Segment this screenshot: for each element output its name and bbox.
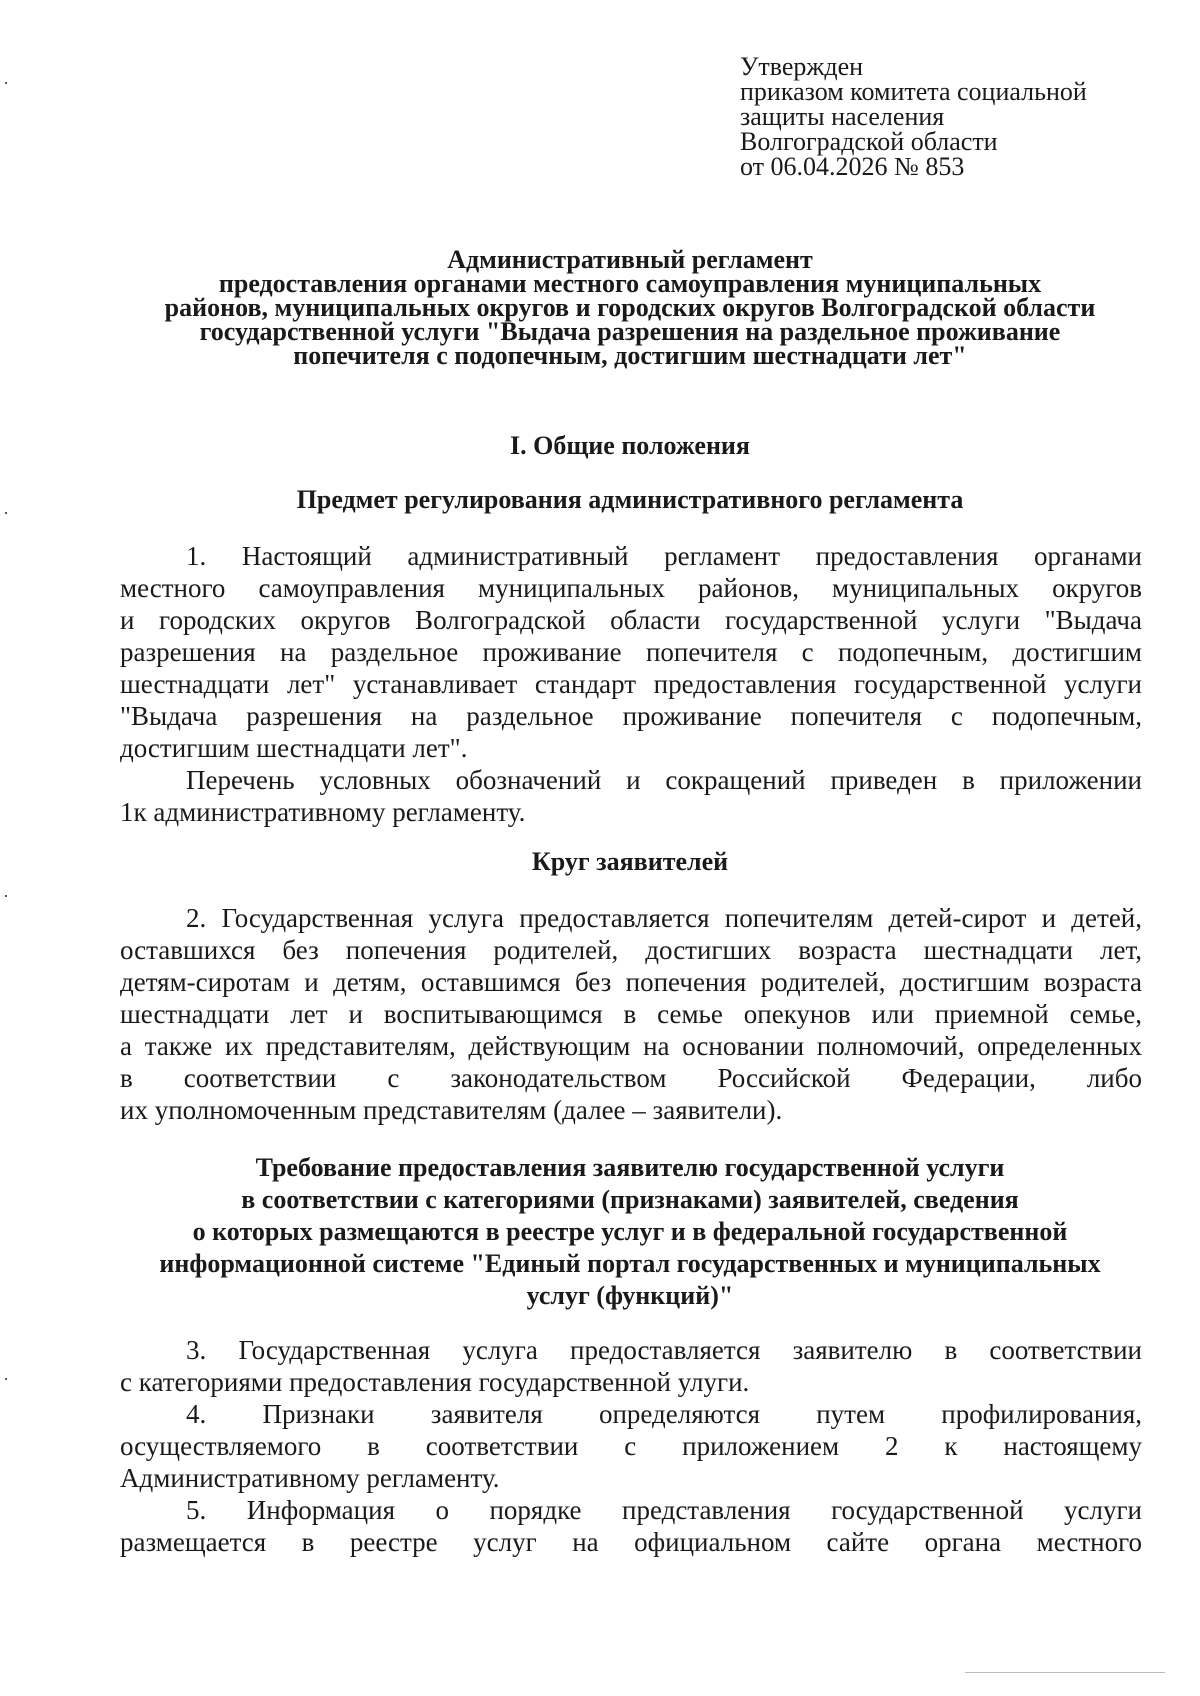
paragraph-line: шестнадцати лет и воспитывающимся в семье опекунов или приемной семье,	[120, 999, 1142, 1029]
paragraph-line: 3. Государственная услуга предоставляется заявителю в соответствии	[186, 1335, 1142, 1365]
document-title	[110, 245, 1150, 370]
paragraph-line: детям-сиротам и детям, оставшимся без попечения родителей, достигшим возраста	[120, 967, 1142, 997]
subsection-heading	[110, 846, 1150, 878]
paragraph-line: 5. Информация о порядке представления государственной услуги	[186, 1495, 1142, 1525]
subsection-heading-text: в соответствии с категориями (признаками) заявителей, сведения	[241, 1185, 1019, 1214]
subsection-heading-text: Круг заявителей	[531, 847, 729, 876]
paragraph-5	[120, 1494, 1142, 1558]
paragraph-line: в соответствии с законодательством Российской Федерации, либо	[120, 1063, 1142, 1093]
paragraph-2	[120, 902, 1142, 1126]
subsection-heading	[110, 484, 1150, 516]
approval-block	[740, 54, 1087, 179]
paragraph-line: Перечень условных обозначений и сокращений приведен в приложении	[186, 765, 1142, 795]
paragraph-line: шестнадцати лет" устанавливает стандарт предоставления государственной услуги	[120, 669, 1142, 699]
subsection-heading-text: о которых размещаются в реестре услуг и в федеральной государственной	[192, 1217, 1068, 1246]
paragraph-line: оставшихся без попечения родителей, достигших возраста шестнадцати лет,	[120, 935, 1142, 965]
paragraph-line: 4. Признаки заявителя определяются путем профилирования,	[186, 1399, 1142, 1429]
paragraph-line: 2. Государственная услуга предоставляется попечителям детей-сирот и детей,	[186, 903, 1142, 933]
paragraph-line: местного самоуправления муниципальных районов, муниципальных округов	[120, 573, 1142, 603]
bottom-rule	[965, 1672, 1165, 1673]
paragraph-line: разрешения на раздельное проживание попечителя с подопечным, достигшим	[120, 637, 1142, 667]
title-line: предоставления органами местного самоуправления муниципальных	[218, 269, 1042, 298]
title-line: попечителя с подопечным, достигшим шестнадцати лет"	[293, 341, 967, 370]
approval-line: Волгоградской области	[740, 127, 998, 156]
subsection-heading	[110, 1152, 1150, 1312]
section-heading	[110, 430, 1150, 462]
paragraph-line: и городских округов Волгоградской области государственной услуги "Выдача	[120, 605, 1142, 635]
subsection-heading-text: Предмет регулирования административного регламента	[296, 485, 964, 514]
paragraph-4	[120, 1398, 1142, 1494]
approval-line: приказом комитета социальной	[740, 77, 1087, 106]
margin-mark	[5, 895, 7, 897]
paragraph-line: 1к административному регламенту.	[120, 797, 526, 827]
paragraph-line: "Выдача разрешения на раздельное проживание попечителя с подопечным,	[120, 701, 1142, 731]
paragraph-line: их уполномоченным представителям (далее – заявители).	[120, 1095, 783, 1125]
paragraph-line: Административному регламенту.	[120, 1463, 500, 1493]
paragraph-1	[120, 540, 1142, 764]
paragraph-line: достигшим шестнадцати лет".	[120, 733, 468, 763]
section-heading-text: I. Общие положения	[510, 431, 750, 460]
paragraph-line: с категориями предоставления государственной улуги.	[120, 1367, 750, 1397]
margin-mark	[5, 82, 7, 84]
paragraph-line: размещается в реестре услуг на официальном сайте органа местного	[120, 1527, 1142, 1557]
margin-mark	[5, 512, 7, 514]
paragraph-line: а также их представителям, действующим на основании полномочий, определенных	[120, 1031, 1142, 1061]
paragraph-1b	[120, 764, 1142, 828]
subsection-heading-text: информационной системе "Единый портал государственных и муниципальных	[159, 1249, 1101, 1278]
paragraph-line: осуществляемого в соответствии с приложением 2 к настоящему	[120, 1431, 1142, 1461]
approval-line: Утвержден	[740, 52, 864, 81]
approval-line: защиты населения	[740, 102, 945, 131]
subsection-heading-text: услуг (функций)"	[526, 1281, 734, 1310]
margin-mark	[5, 1378, 7, 1380]
approval-line: от 06.04.2026 № 853	[740, 152, 965, 181]
subsection-heading-text: Требование предоставления заявителю государственной услуги	[255, 1153, 1005, 1182]
title-line: Административный регламент	[447, 245, 813, 274]
paragraph-line: 1. Настоящий административный регламент предоставления органами	[186, 541, 1142, 571]
title-line: государственной услуги "Выдача разрешения на раздельное проживание	[199, 317, 1061, 346]
paragraph-3	[120, 1334, 1142, 1398]
title-line: районов, муниципальных округов и городских округов Волгоградской области	[164, 293, 1096, 322]
